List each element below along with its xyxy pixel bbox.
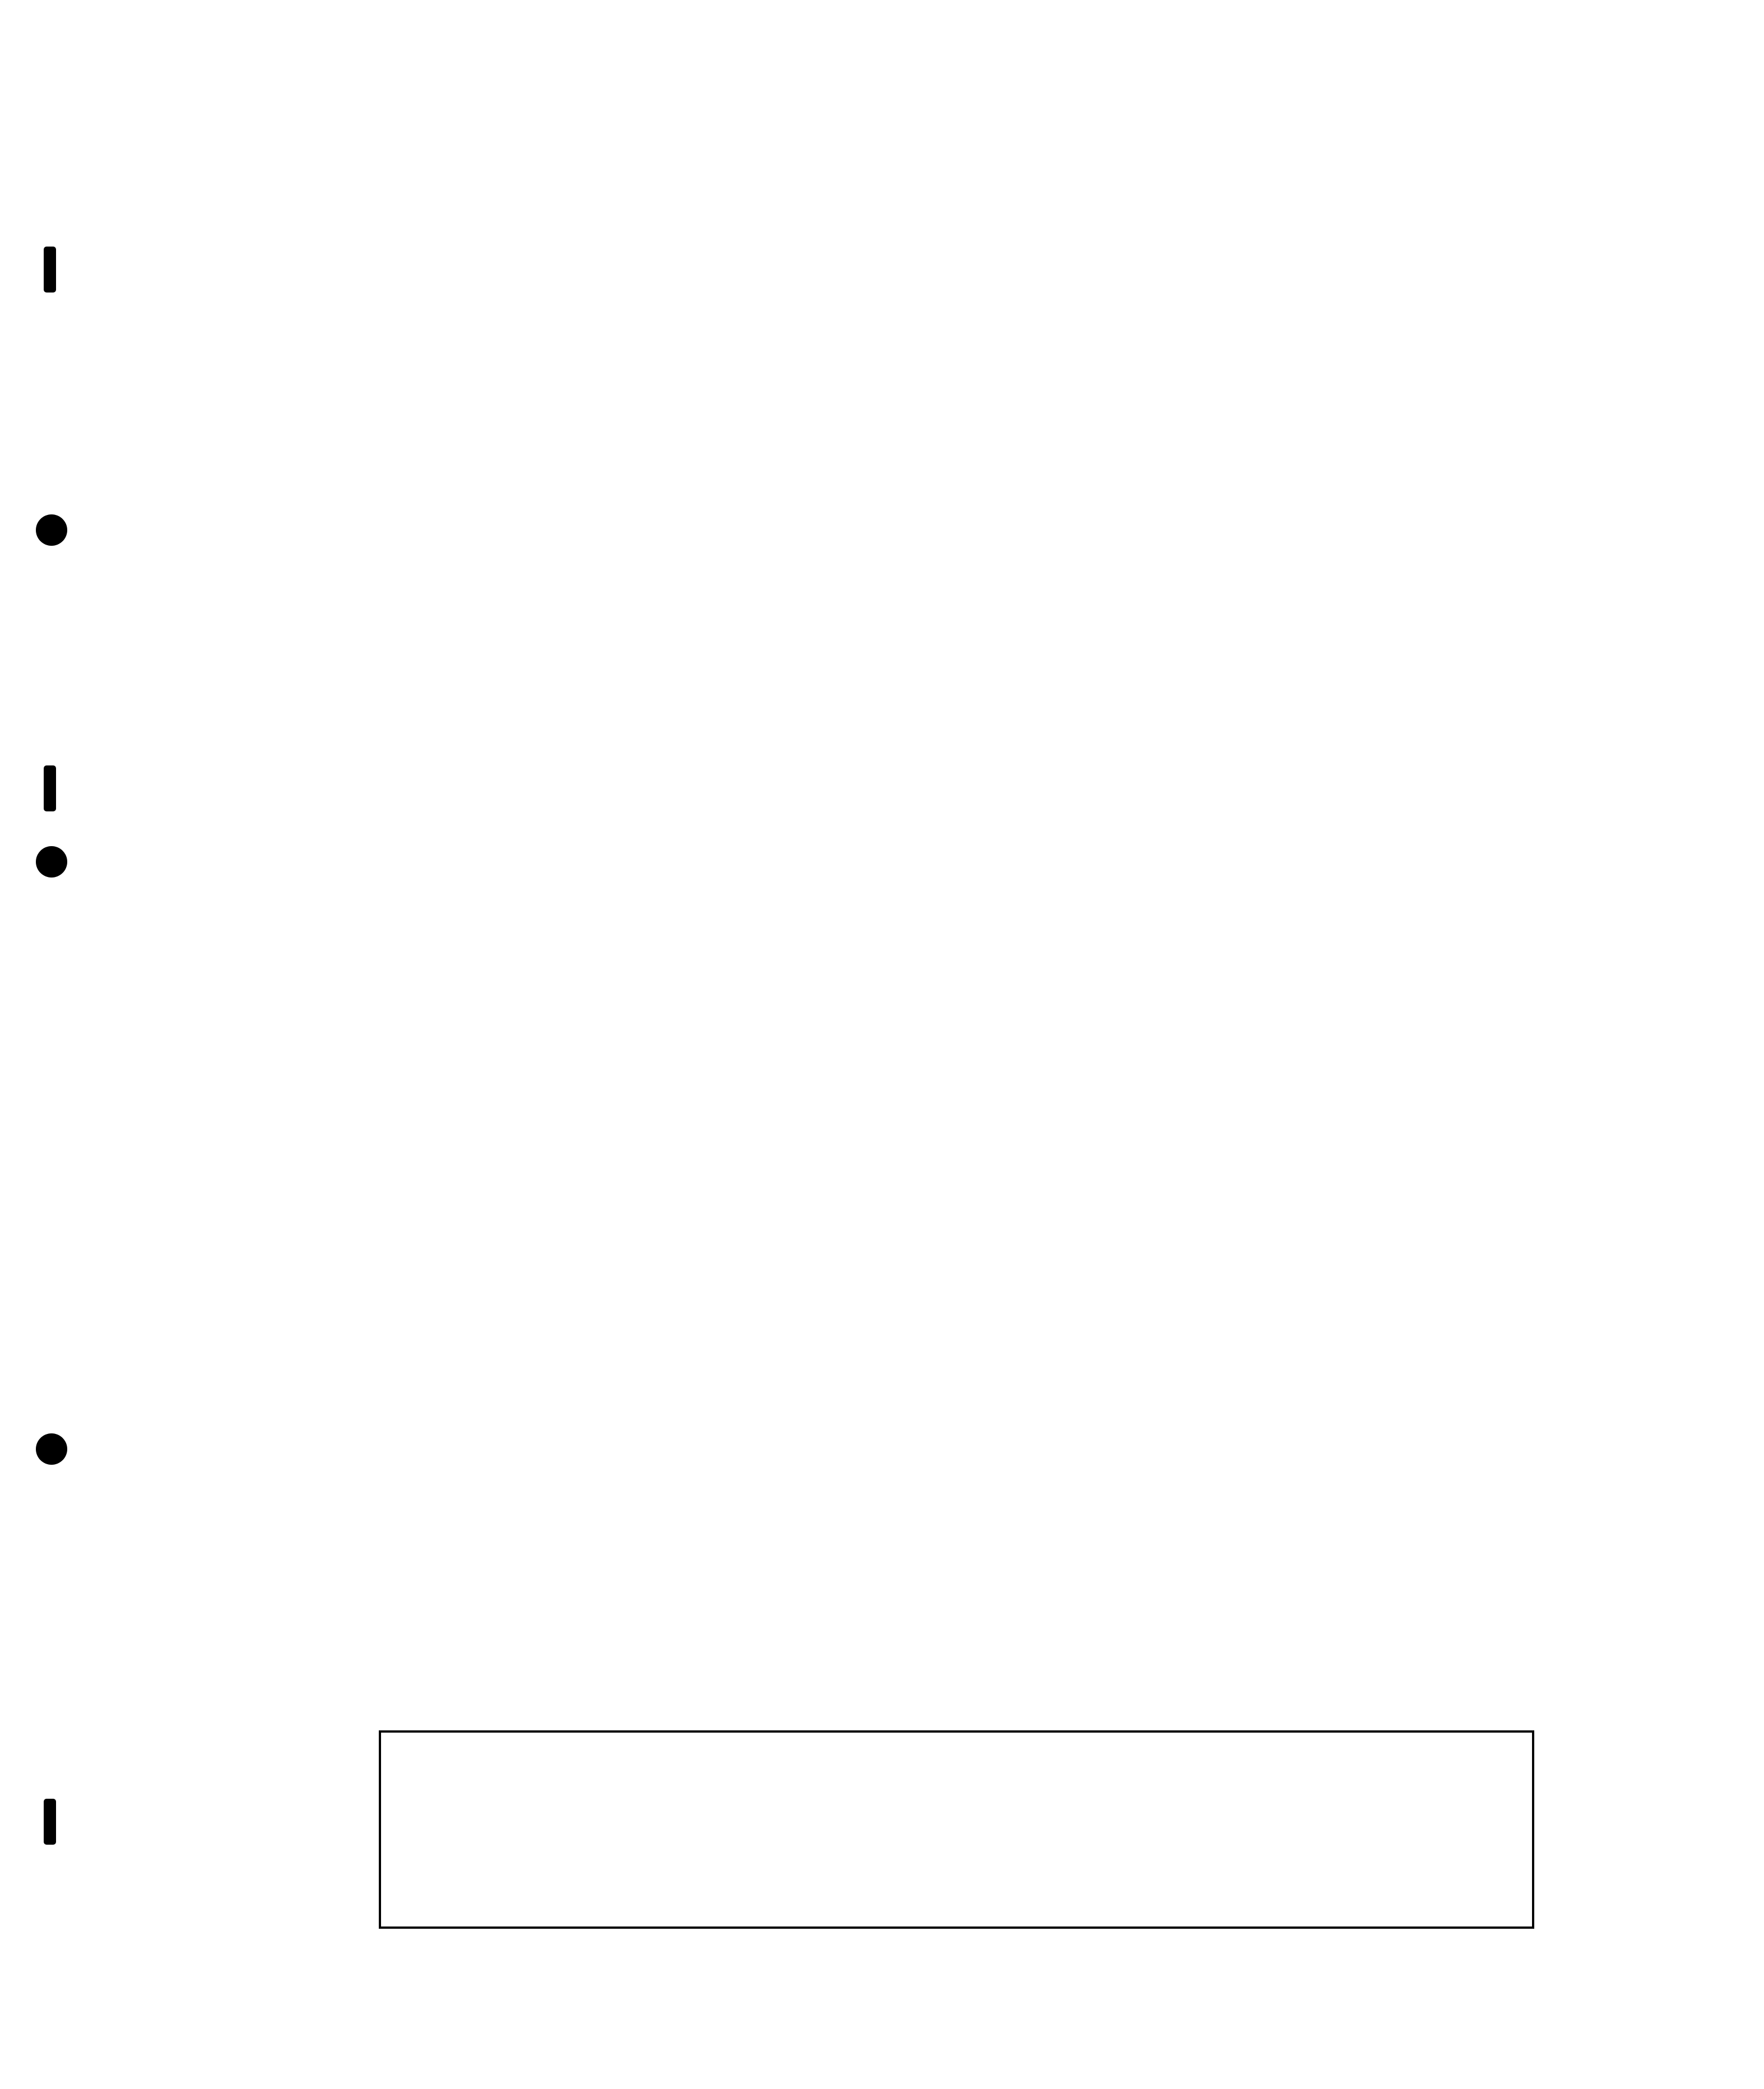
index-key-table <box>379 1730 1534 1929</box>
